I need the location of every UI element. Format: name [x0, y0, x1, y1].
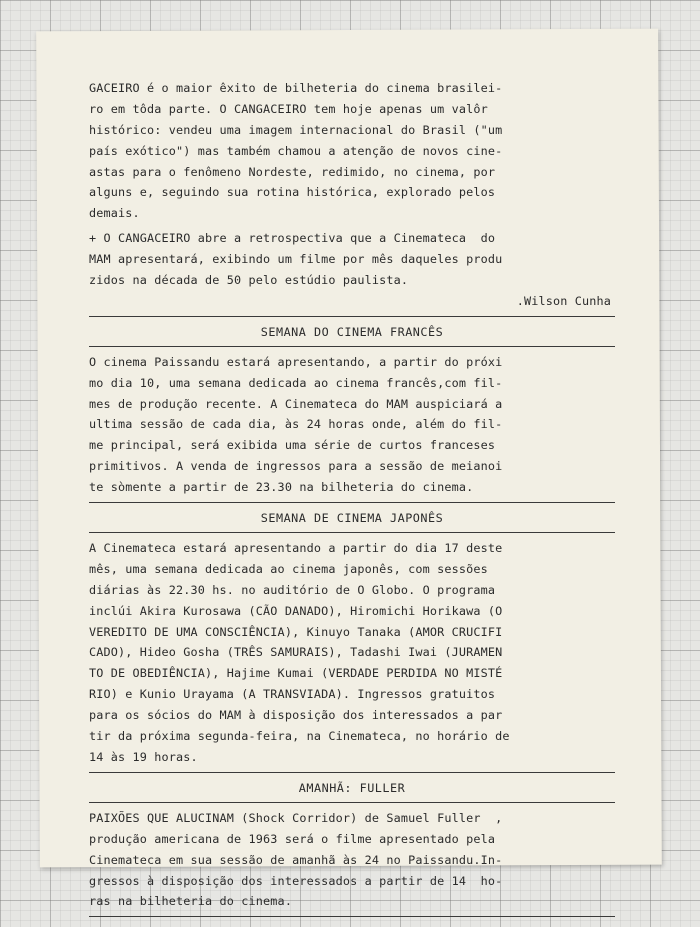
section-heading-japanese-week: SEMANA DE CINEMA JAPONÊS — [260, 511, 444, 526]
text-line: O cinema Paissandu estará apresentando, a partir do próxi — [89, 354, 503, 369]
text-line: mes de produção recente. A Cinemateca do MAM auspiciará a — [89, 396, 503, 411]
retrospective-note — [89, 228, 615, 291]
text-line: inclúi Akira Kurosawa (CÃO DANADO), Hiromichi Horikawa (O — [89, 603, 503, 618]
section-heading-fuller: AMANHÃ: FULLER — [298, 780, 406, 795]
text-line: VEREDITO DE UMA CONSCIÊNCIA), Kinuyo Tanaka (AMOR CRUCIFI — [89, 624, 503, 639]
divider — [89, 346, 615, 347]
french-week-paragraph — [89, 352, 615, 498]
text-line: diárias às 22.30 hs. no auditório de O Globo. O programa — [89, 582, 496, 597]
signature: .Wilson Cunha — [516, 293, 611, 308]
document-body — [89, 78, 615, 922]
divider — [89, 316, 615, 317]
divider — [89, 916, 615, 917]
text-line: A Cinemateca estará apresentando a partir do dia 17 deste — [89, 541, 503, 556]
text-line: mo dia 10, uma semana dedicada ao cinema francês,com fil- — [89, 375, 503, 390]
text-line: te sòmente a partir de 23.30 na bilheteria do cinema. — [89, 480, 474, 495]
text-line: astas para o fenômeno Nordeste, redimido, no cinema, por — [89, 164, 496, 179]
text-line: TO DE OBEDIÊNCIA), Hajime Kumai (VERDADE PERDIDA NO MISTÉ — [89, 666, 503, 681]
text-line: Cinemateca em sua sessão de amanhã às 24 no Paissandu.In- — [89, 852, 503, 867]
text-line: CADO), Hideo Gosha (TRÊS SAMURAIS), Tadashi Iwai (JURAMEN — [89, 645, 503, 660]
text-line: PAIXÕES QUE ALUCINAM (Shock Corridor) de Samuel Fuller , — [89, 810, 503, 825]
text-line: RIO) e Kunio Urayama (A TRANSVIADA). Ingressos gratuitos — [89, 687, 496, 702]
text-line: para os sócios do MAM à disposição dos interessados a par — [89, 708, 503, 723]
text-line: 14 às 19 horas. — [89, 749, 198, 764]
text-line: produção americana de 1963 será o filme apresentado pela — [89, 831, 496, 846]
divider — [89, 772, 615, 773]
text-line: mês, uma semana dedicada ao cinema japonês, com sessões — [89, 561, 488, 576]
text-line: tir da próxima segunda-feira, na Cinemateca, no horário de — [89, 729, 510, 744]
text-line: gressos à disposição dos interessados a partir de 14 ho- — [89, 873, 503, 888]
japanese-week-paragraph — [89, 538, 615, 768]
text-line: me principal, será exibida uma série de curtos franceses — [89, 438, 496, 453]
section-heading-french-week: SEMANA DO CINEMA FRANCÊS — [260, 324, 444, 339]
intro-paragraph — [89, 78, 615, 224]
text-line: MAM apresentará, exibindo um filme por mês daqueles produ — [89, 252, 503, 267]
text-line: primitivos. A venda de ingressos para a sessão de meianoi — [89, 459, 503, 474]
text-line: histórico: vendeu uma imagem internacional do Brasil ("um — [89, 122, 503, 137]
fuller-paragraph — [89, 808, 615, 912]
divider — [89, 802, 615, 803]
text-line: ras na bilheteria do cinema. — [89, 894, 293, 909]
text-line: GACEIRO é o maior êxito de bilheteria do cinema brasilei- — [89, 81, 503, 95]
text-line: + O CANGACEIRO abre a retrospectiva que a Cinemateca do — [89, 231, 496, 246]
text-line: demais. — [89, 206, 140, 221]
text-line: ro em tôda parte. O CANGACEIRO tem hoje apenas um valôr — [89, 101, 488, 116]
text-line: alguns e, seguindo sua rotina histórica, explorado pelos — [89, 185, 496, 200]
text-line: ultima sessão de cada dia, às 24 horas onde, além do fil- — [89, 417, 503, 432]
divider — [89, 502, 615, 503]
text-line: zidos na década de 50 pelo estúdio paulista. — [89, 273, 409, 288]
text-line: país exótico") mas também chamou a atenção de novos cine- — [89, 143, 503, 158]
divider — [89, 532, 615, 533]
